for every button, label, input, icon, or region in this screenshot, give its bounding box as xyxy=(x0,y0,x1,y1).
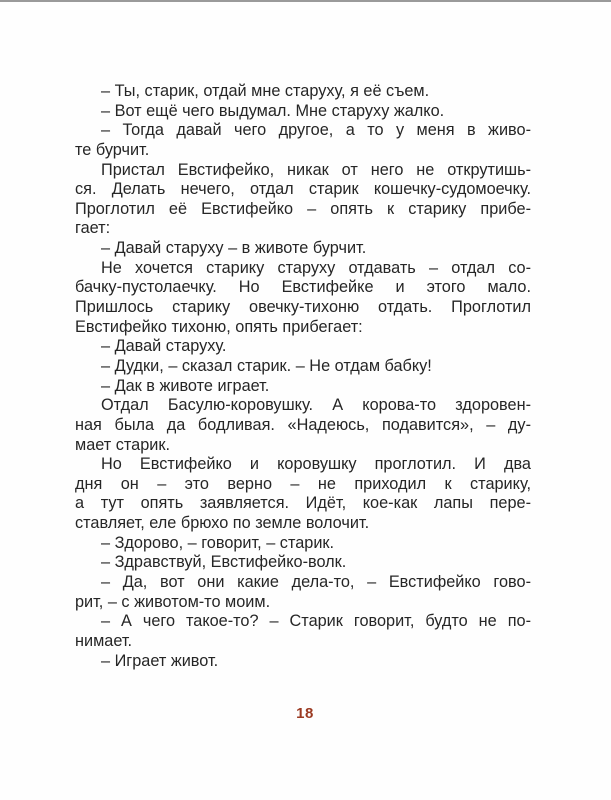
text-line: – Давай старуху. xyxy=(101,337,227,356)
text-line: Не хочется старику старуху отдавать – отдал со- xyxy=(101,258,531,277)
book-page xyxy=(0,2,611,800)
story-text xyxy=(75,82,531,671)
text-line: а тут опять заявляется. Идёт, кое-как лапы пере- xyxy=(75,494,531,513)
text-line: гает: xyxy=(75,219,111,238)
text-line: Отдал Басулю-коровушку. А корова-то здоровен- xyxy=(101,396,531,415)
text-line: Пристал Евстифейко, никак от него не открутишь- xyxy=(101,160,531,179)
text-line: дня он – это верно – не приходил к старику, xyxy=(75,474,531,493)
text-line: – Да, вот они какие дела-то, – Евстифейко гово- xyxy=(101,573,531,592)
text-line: ная была да бодливая. «Надеюсь, подавится», – ду- xyxy=(75,415,531,434)
text-line: рит, – с животом-то моим. xyxy=(75,592,271,611)
text-line: бачку-пустолаечку. Но Евстифейке и этого мало. xyxy=(75,278,531,297)
text-line: мает старик. xyxy=(75,435,171,454)
page-number: 18 xyxy=(296,705,314,722)
text-line: – Дудки, – сказал старик. – Не отдам бабку! xyxy=(101,356,432,375)
text-line: – А чего такое-то? – Старик говорит, будто не по- xyxy=(101,612,531,631)
text-line: – Вот ещё чего выдумал. Мне старуху жалко. xyxy=(101,101,445,120)
text-line: – Играет живот. xyxy=(101,651,219,670)
text-line: Проглотил её Евстифейко – опять к старику прибе- xyxy=(75,199,531,218)
text-line: – Ты, старик, отдай мне старуху, я её съем. xyxy=(101,82,430,100)
text-line: нимает. xyxy=(75,631,133,650)
text-line: Евстифейко тихоню, опять прибегает: xyxy=(75,317,363,336)
text-line: – Здорово, – говорит, – старик. xyxy=(101,533,335,552)
text-line: Но Евстифейко и коровушку проглотил. И два xyxy=(101,455,531,474)
text-line: – Здравствуй, Евстифейко-волк. xyxy=(101,553,347,572)
text-line: – Тогда давай чего другое, а то у меня в живо- xyxy=(101,121,531,140)
text-line: – Дак в животе играет. xyxy=(101,376,270,395)
text-line: ставляет, еле брюхо по земле волочит. xyxy=(75,514,370,533)
text-line: те бурчит. xyxy=(75,140,150,159)
text-line: ся. Делать нечего, отдал старик кошечку-судомоечку. xyxy=(75,180,531,199)
text-line: – Давай старуху – в животе бурчит. xyxy=(101,239,367,258)
text-line: Пришлось старику овечку-тихоню отдать. Проглотил xyxy=(75,298,531,317)
